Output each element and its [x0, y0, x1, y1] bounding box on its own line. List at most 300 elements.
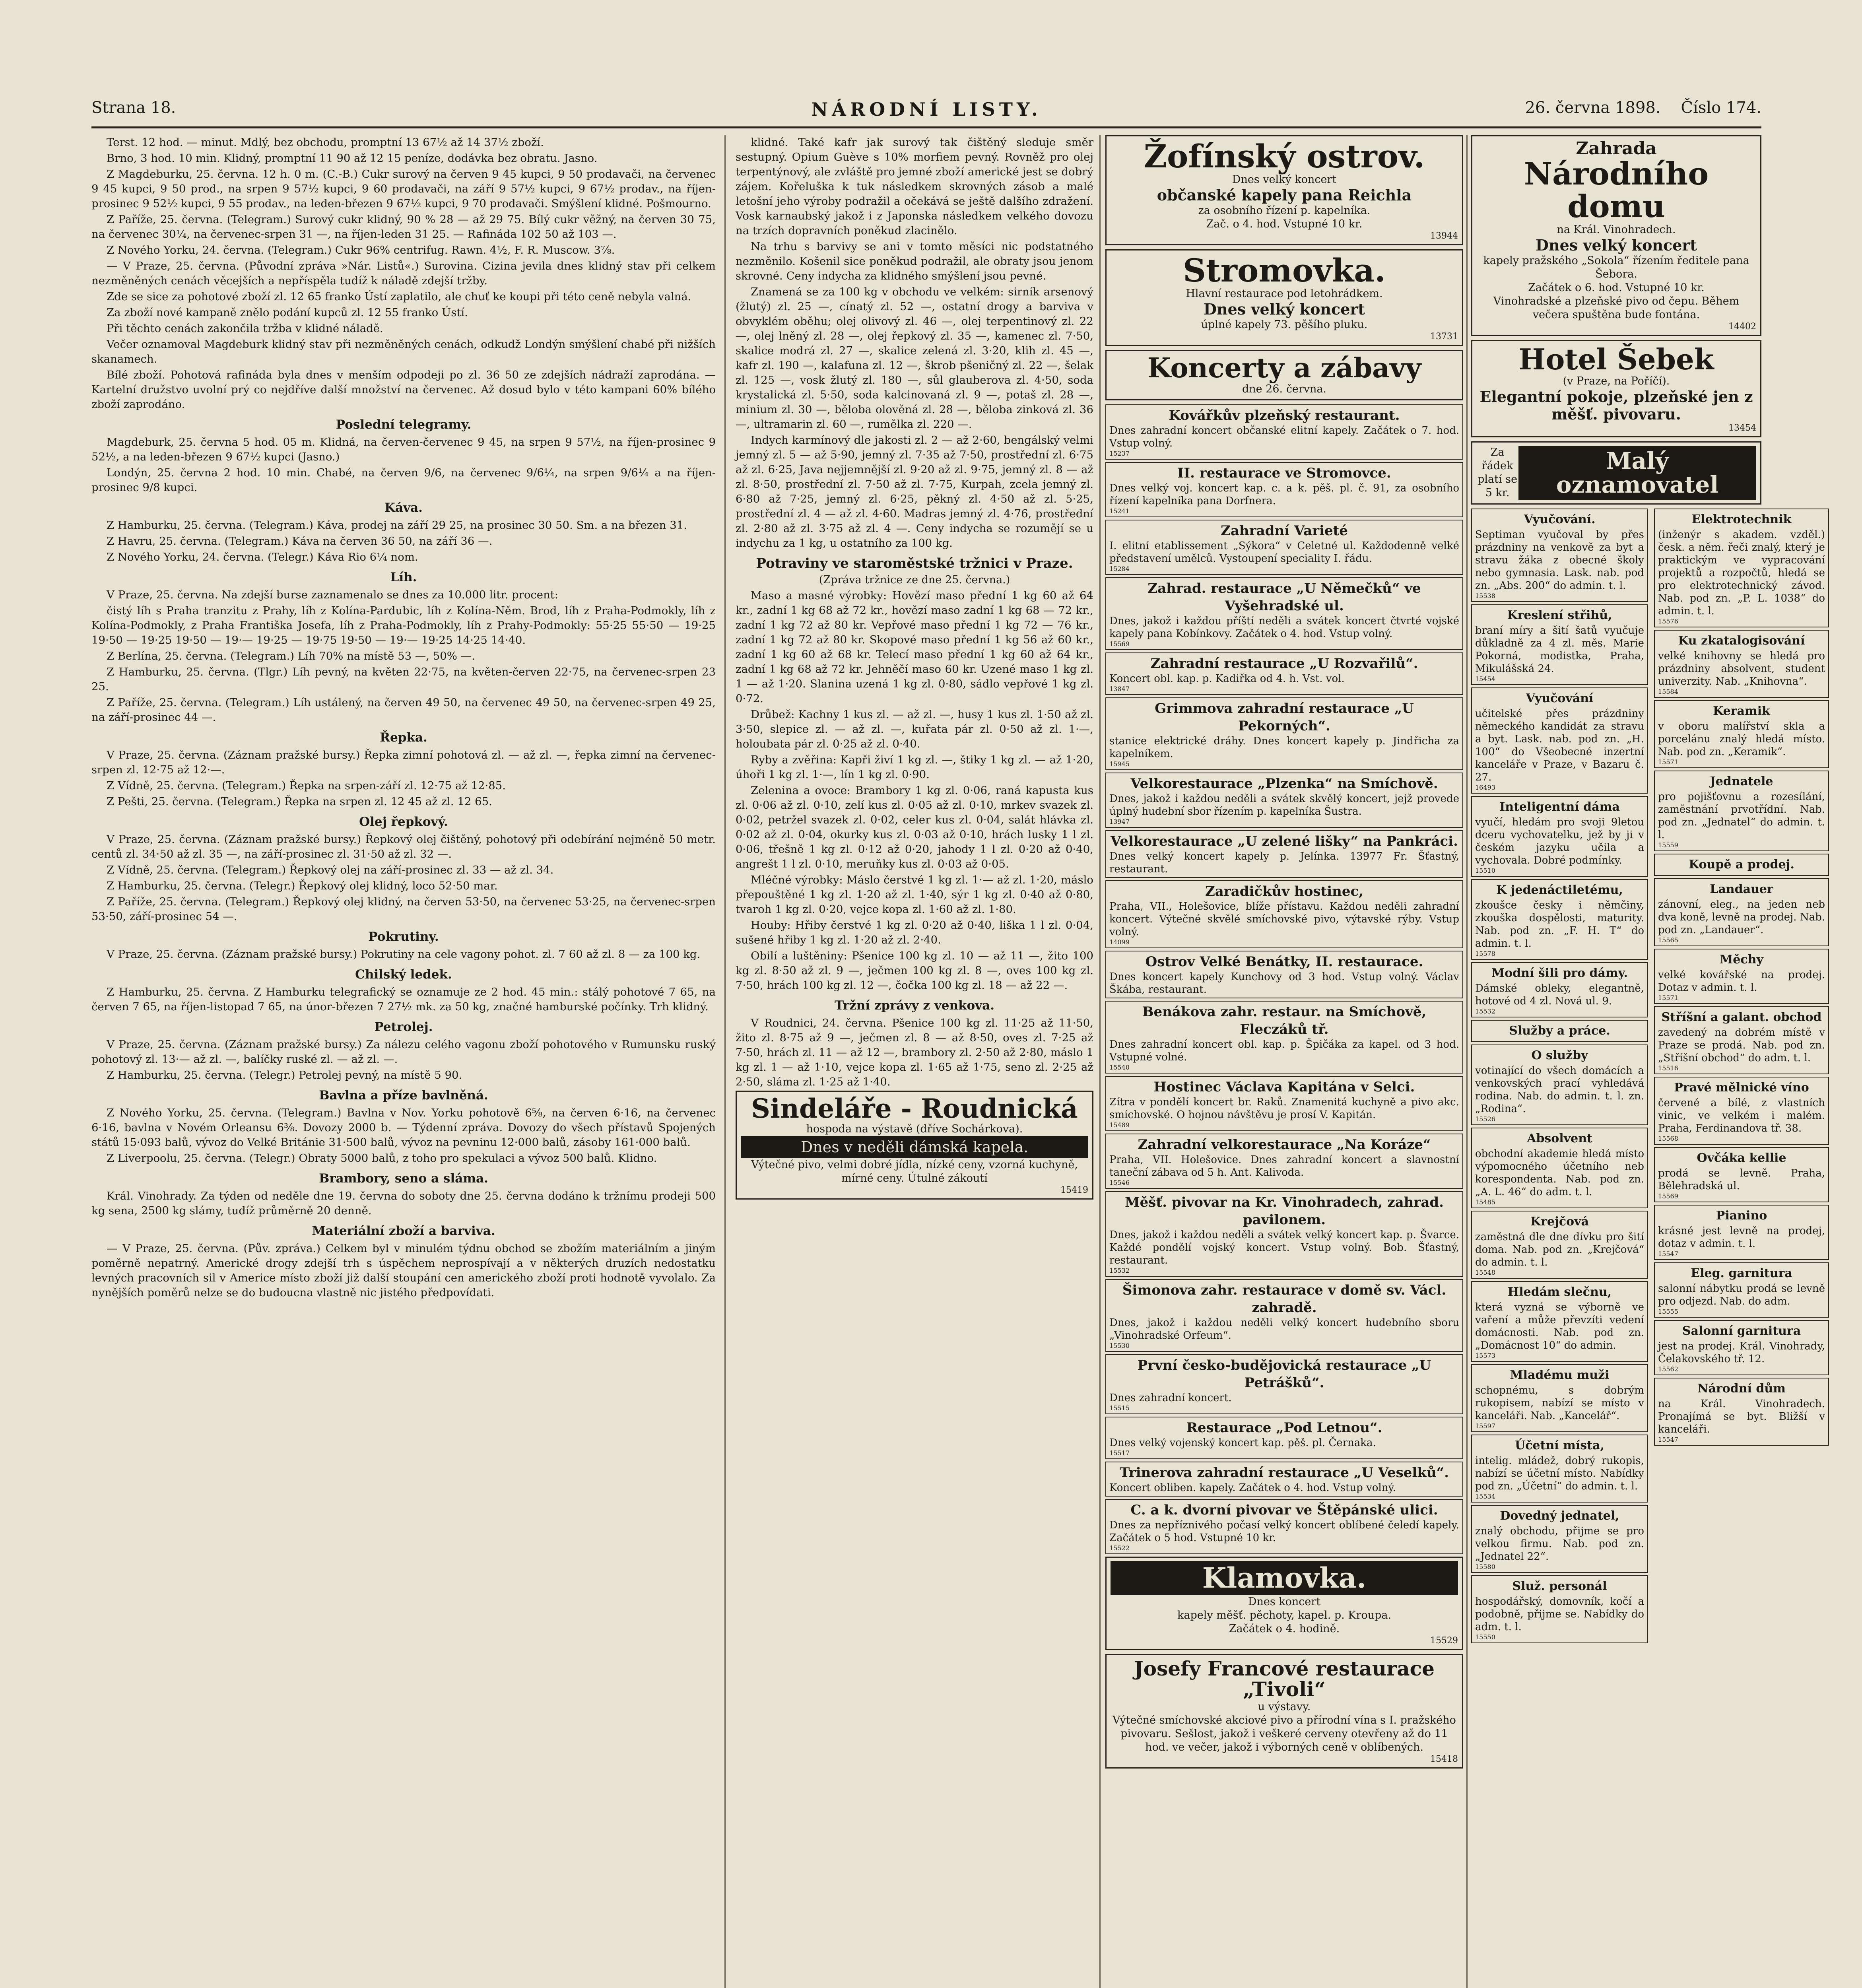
concert-listing: [1105, 830, 1463, 878]
ad-line: hospoda na výstavě (dříve Sochárkova).: [806, 1123, 1023, 1136]
item-body: pro pojišťovnu a rozesílání, zaměstnání prvotřídní. Nab. pod zn. „Jednatel“ do admin. t. l.: [1658, 791, 1825, 841]
listing-body: Praha, VII., Holešovice, blíže přístavu. Každou neděli zahradní koncert. Výtečné skvělé smíchovské pivo, výtavské rýby. Vstup volný.: [1109, 901, 1459, 938]
item-number: 15538: [1475, 592, 1495, 600]
item-body: votinající do všech domácích a venkovských prací vyhledává rodina. Nab. do admin. t. l. zn. „Rodina“.: [1475, 1065, 1644, 1115]
listing-title: Hostinec Václava Kapitána v Selci.: [1153, 1079, 1415, 1095]
concerts-column: [1105, 135, 1463, 1988]
report-paragraph: Z Paříže, 25. června. (Telegram.) Řepkový olej klidný, na červen 53·50, na červenec 53·25, na červenec-srpen 53·50, září-prosinec 54 —.: [91, 895, 716, 923]
listing-number: 15540: [1109, 1064, 1130, 1072]
report-paragraph: Z Hamburku, 25. června. (Telegr.) Řepkový olej klidný, loco 52·50 mar.: [107, 879, 498, 892]
listing-number: 15517: [1109, 1449, 1130, 1457]
ad-line: Dnes velký koncert: [1536, 236, 1697, 254]
classified-item: [1471, 1505, 1648, 1573]
listing-title: Grimmova zahradní restaurace „U Pekorných“.: [1155, 701, 1414, 734]
listing-body: Dnes, jakož i každou příští neděli a svátek koncert čtvrté vojské kapely pana Kobínkovy. Začátek o 4. hod. Vstup volný.: [1109, 615, 1459, 640]
ad-title: Sindeláře - Roudnická: [751, 1093, 1078, 1124]
item-title: Jednatele: [1710, 775, 1773, 789]
item-body: hospodářský, domovník, kočí a podobně, přijme se. Nabídky do adm. t. l.: [1475, 1596, 1644, 1633]
classified-item: [1471, 796, 1648, 877]
concert-listing: [1105, 880, 1463, 948]
report-paragraph: V Praze, 25. června. (Záznam pražské bursy.) Řepkový olej čištěný, pohotový při odebírání nejméně 50 metr. centů zl. 34·50 až zl. 35 —, na září-prosinec zl. 31·50 až zl. 32 —.: [91, 833, 716, 860]
report-paragraph: Z Vídně, 25. června. (Telegram.) Řepkový olej na září-prosinec zl. 33 — až zl. 34.: [107, 864, 554, 876]
ad-number: 13731: [1430, 332, 1458, 342]
item-number: 15562: [1658, 1365, 1678, 1373]
issue-date: [1525, 99, 1761, 117]
classified-item: [1471, 1044, 1648, 1125]
market-report-column: [91, 135, 716, 1988]
classified-item: [1471, 962, 1648, 1017]
item-title: Stříšní a galant. obchod: [1661, 1010, 1822, 1025]
section-heading: Líh.: [390, 570, 417, 584]
market-paragraph: Mléčné výrobky: Máslo čerstvé 1 kg zl. 1·— až zl. 1·20, máslo přepouštěné 1 kg zl. 1·20 až zl. 1·40, sýr 1 kg zl. 0·40 až 0·80, tvaroh 1 kg zl. 0·20, vejce kopa zl. 1·60 až zl. 1·80.: [736, 874, 1093, 916]
ad-title: Žofínský ostrov.: [1144, 138, 1425, 175]
market-paragraph: Zelenina a ovoce: Brambory 1 kg zl. 0·06, raná kapusta kus zl. 0·06 až zl. 0·10, zelí kus zl. 0·05 až zl. 0·10, mrkev svazek zl. 0·02, petržel svazek zl. 0·02, celer kus zl. 0·04, salát hlávka zl. 0·02 až zl. 0·04, okurky kus zl. 0·03 až 0·10, hrách lusky 1 l zl. 0·06, třešně 1 kg zl. 0·12 až 0·20, jahody 1 l zl. 0·20 až 0·40, angrešt 1 l zl. 0·10, meruňky kus zl. 0·03 až 0·05.: [736, 784, 1093, 870]
listing-body: Dnes velký voj. koncert kap. c. a k. pěš. pl. č. 91, za osobního řízení kapelníka pana Dorfnera.: [1109, 482, 1459, 507]
item-body: znalý obchodu, přijme se pro velkou firmu. Nab. pod zn. „Jednatel 22“.: [1475, 1525, 1644, 1563]
classified-item: [1471, 879, 1648, 960]
report-paragraph: Král. Vinohrady. Za týden od neděle dne 19. června do soboty dne 25. června dodáno k tržnímu prodeji 500 kg sena, 2500 kg slámy, tudíž průměrně 20 denně.: [91, 1190, 716, 1217]
concert-listing: [1105, 697, 1463, 770]
report-paragraph: Znamená se za 100 kg v obchodu ve velkém: sirník arsenový (žlutý) zl. 25 —, cínatý zl. 52 —, ostatní drogy a barviva v obvyklém oběhu; olej olivový zl. 46 —, olej terpentinový zl. 22 —, olej lněný zl. 28 —, olej řepkový zl. 35 —, kamenec zl. 7·50, skalice modrá zl. 27 —, skalice zelená zl. 3·20, klih zl. 45 —, kafr zl. 190 —, kalafuna zl. 12 —, škrob pšeničný zl. 22 —, šelak zl. 125 —, vosk žlutý zl. 180 —, sůl glauberova zl. 4·50, soda krystalická zl. 5·50, soda kalcinovaná zl. 9 —, potaš zl. 28 —, minium zl. 30 —, běloba olověná zl. 28 —, běloba zinková zl. 36 —, ultramarin zl. 60 —, rumělka zl. 220 —.: [736, 285, 1093, 431]
section-heading: Chilský ledek.: [355, 967, 452, 982]
classified-item: [1654, 1006, 1829, 1074]
section-heading: Bavlna a příze bavlněná.: [319, 1088, 488, 1103]
report-paragraph: Magdeburk, 25. června 5 hod. 05 m. Klidná, na červen-červenec 9 45, na srpen 9 57½, na říjen-prosinec 9 52½, a na leden-březen 9 67½ kupci (Jasno.): [91, 436, 716, 463]
ad-number: 15418: [1430, 1754, 1458, 1764]
report-paragraph: V Praze, 25. června. (Záznam pražské bursy.) Za nálezu celého vagonu zboží pohotového v Rumunsku ruský pohotový zl. 13·— až zl. —, balíčky ruské zl. — až zl. —.: [91, 1038, 716, 1066]
listing-number: 15515: [1109, 1404, 1130, 1412]
report-paragraph: Z Berlína, 25. června. (Telegram.) Líh 70% na místě 53 —, 50% —.: [107, 650, 475, 662]
item-number: 15532: [1475, 1008, 1495, 1015]
column-rule: [1099, 135, 1101, 1988]
classified-item: [1471, 604, 1648, 685]
listing-body: Dnes velký koncert kapely p. Jelínka. 13977 Fr. Šťastný, restaurant.: [1109, 850, 1459, 876]
listing-number: 15945: [1109, 760, 1130, 768]
item-number: 15510: [1475, 867, 1495, 875]
item-body: zánovní, eleg., na jeden neb dva koně, levně na prodej. Nab. pod zn. „Landauer“.: [1658, 899, 1825, 936]
price-line: platí se: [1478, 473, 1518, 486]
listing-title: Velkorestaurace „U zelené lišky“ na Pankráci.: [1111, 833, 1458, 850]
listing-title: První česko-budějovická restaurace „U Petrášků“.: [1137, 1357, 1431, 1391]
listing-body: Dnes zahradní koncert občanské elitní kapely. Začátek o 7. hod. Vstup volný.: [1109, 425, 1459, 450]
page-header: [91, 99, 1761, 128]
item-title: Hledám slečnu,: [1507, 1285, 1612, 1299]
ad-number: 13944: [1430, 231, 1458, 241]
listing-title: Zaradičkův hostinec,: [1205, 883, 1364, 900]
date-text: 26. června 1898.: [1525, 99, 1661, 117]
item-number: 16493: [1475, 784, 1495, 792]
classified-item: [1654, 1205, 1829, 1260]
ad-title: Klamovka.: [1111, 1561, 1458, 1595]
ad-line: Elegantní pokoje, plzeňské jen z měšť. pivovaru.: [1480, 387, 1753, 423]
report-paragraph: čistý líh s Praha tranzitu z Prahy, líh z Kolína-Pardubic, líh z Kolína-Něm. Brod, líh z Praha-Podmokly, líh z Kolína-Podmokly, z Praha Františka Josefa, líh z Praha-Podmokly, líh z Prahy-Podmokly: 55·25 55·50 — 19·25 19·50 — 19·25 19·50 — 19·— 19·25 — 19·75 19·50 — 19·— 19·25 14·25 14·40.: [91, 604, 716, 646]
ad-line: kapely měšť. pěchoty, kapel. p. Kroupa.: [1177, 1609, 1391, 1621]
report-paragraph: Zde se sice za pohotové zboží zl. 12 65 franko Ústí zaplatilo, ale chuť ke koupi při této ceně nebyla valná.: [107, 290, 691, 303]
item-title: Měchy: [1720, 953, 1763, 967]
column-rule: [724, 135, 726, 1988]
item-number: 15597: [1475, 1422, 1495, 1430]
listing-number: 15522: [1109, 1544, 1130, 1552]
item-number: 15580: [1475, 1563, 1495, 1571]
item-body: prodá se levně. Praha, Bělehradská ul.: [1658, 1167, 1825, 1192]
item-body: Septiman vyučoval by přes prázdniny na venkově za byt a stravu žáka z obecné školy nebo gymnasia. Lask. nab. pod zn. „Abs. 200“ do admin. t. l.: [1475, 529, 1644, 592]
listing-number: 15237: [1109, 450, 1130, 458]
listing-body: I. elitní etablissement „Sýkora“ v Celetné ul. Každodenně velké představení umělců. Vystoupení speciality I. řádu.: [1109, 540, 1459, 565]
issue-number: Číslo 174.: [1681, 99, 1761, 117]
ad-line: Hlavní restaurace pod letohrádkem.: [1186, 287, 1383, 300]
ad-line: Dnes velký koncert: [1232, 173, 1337, 186]
ad-line: kapely pražského „Sokola“ řízením ředitele pana Šebora.: [1483, 254, 1749, 280]
report-paragraph: Večer oznamoval Magdeburk klidný stav při nezměněných cenách, odkudž Londýn smýšlení chabé při nižších skanamech.: [91, 338, 716, 365]
ad-line: Dnes koncert: [1248, 1595, 1321, 1608]
market-paragraph: Maso a masné výrobky: Hovězí maso přední 1 kg 60 až 64 kr., zadní 1 kg 68 až 72 kr., hovězí maso zadní 1 kg 68 — 72 kr., zadní 1 kg 72 až 80 kr. Vepřové maso přední 1 kg 72 — 76 kr., zadní 1 kg 72 až 80 kr. Skopové maso přední 1 kg 56 až 60 kr., zadní 1 kg 60 až 68 kr. Telecí maso přední 1 kg 60 až 64 kr., zadní 1 kg 68 až 72 kr. Jehněčí maso 60 kr. Uzené maso 1 kg zl. 1 — až 1·20. Slanina uzená 1 kg zl. 0·80, sádlo vepřové 1 kg zl. 0·72.: [736, 589, 1093, 705]
listing-body: stanice elektrické dráhy. Dnes koncert kapely p. Jindřicha za kapelníkem.: [1109, 735, 1459, 760]
section-heading: Káva.: [384, 501, 423, 515]
item-title: Modní šili pro dámy.: [1491, 966, 1628, 980]
report-paragraph: Z Pešti, 25. června. (Telegram.) Řepka na srpen zl. 12 45 až zl. 12 65.: [107, 795, 492, 808]
item-body: učitelské přes prázdniny německého kandidát za stravu a byt. Lask. nab. pod zn. „H. 100“ do Všeobecné inzertní kanceláře v Praze, v Bazaru č. 27.: [1475, 708, 1644, 784]
listing-title: Zahradní restaurace „U Rozvařilů“.: [1150, 656, 1418, 672]
price-line: Za řádek: [1481, 446, 1513, 472]
concert-listing: [1105, 577, 1463, 650]
item-title: K jedenáctiletému,: [1496, 883, 1623, 897]
item-body: obchodní akademie hledá místo výpomocného účetního neb korespondenta. Nab. pod zn. „A. L. 46“ do adm. t. l.: [1475, 1148, 1644, 1198]
ad-line: za osobního řízení p. kapelníka.: [1198, 204, 1371, 217]
report-paragraph: V Praze, 25. června. Na zdejší burse zaznamenalo se dnes za 10.000 litr. procent:: [107, 588, 559, 601]
listing-body: Dnes velký vojenský koncert kap. pěš. pl. Černaka.: [1109, 1437, 1376, 1449]
grain-title: Tržní zprávy z venkova.: [834, 998, 995, 1013]
grain-paragraph: V Roudnici, 24. června. Pšenice 100 kg zl. 11·25 až 11·50, žito zl. 8·75 až 9 —, ječmen zl. 8 — až 8·50, oves zl. 7·25 až 7·50, hrách zl. 11 — až 12 —, brambory zl. 2·50 až 2·80, máslo 1 kg zl. 1 — až 1·10, vejce kopa zl. 1·65 až 1·75, seno zl. 2·25 až 2·50, sláma zl. 1·25 až 1·40.: [736, 1017, 1093, 1088]
item-number: 15454: [1475, 675, 1495, 683]
item-number: 15547: [1658, 1250, 1678, 1258]
ad-line: úplné kapely 73. pěšího pluku.: [1201, 318, 1368, 331]
classified-item: [1471, 1020, 1648, 1042]
concert-listing: [1105, 1191, 1463, 1277]
item-body: schopnému, s dobrým rukopisem, nabízí se místo v kanceláři. Nab. „Kancelář“.: [1475, 1384, 1644, 1422]
concert-ad: [1105, 135, 1463, 245]
price-note: [1476, 446, 1518, 500]
concert-listing: [1105, 951, 1463, 998]
market-paragraph: Obilí a luštěniny: Pšenice 100 kg zl. 10 — až 11 —, žito 100 kg zl. 8·50 až zl. 9 —, ječmen 100 kg zl. 8 —, oves 100 kg zl. 7·50, hrách 100 kg zl. 12 —, čočka 100 kg zl. 18 — až 22 —.: [736, 949, 1093, 992]
market-paragraph: Drůbež: Kachny 1 kus zl. — až zl. —, husy 1 kus zl. 1·50 až zl. 3·50, slepice zl. — až zl. —, kuřata pár zl. 0·50 až zl. 1·—, holoubata pár zl. 0·25 až zl. 0·40.: [736, 708, 1093, 750]
section-heading: Brambory, seno a sláma.: [319, 1171, 488, 1186]
report-paragraph: V Praze, 25. června. (Záznam pražské bursy.) Pokrutiny na cele vagony pohot. zl. 7 60 až zl. 8 — za 100 kg.: [107, 948, 701, 961]
price-line: 5 kr.: [1485, 487, 1510, 499]
listing-title: Trinerova zahradní restaurace „U Veselků“.: [1119, 1465, 1449, 1481]
section-heading: Petrolej.: [374, 1020, 433, 1034]
item-body: velké kovářské na prodej. Dotaz v admin. t. l.: [1658, 969, 1825, 994]
listing-body: Koncert obliben. kapely. Začátek o 4. hod. Vstup volný.: [1109, 1482, 1396, 1494]
concert-ad: [1105, 350, 1463, 400]
concert-ad: [1105, 249, 1463, 346]
classified-item: [1471, 1211, 1648, 1279]
small-advertiser-banner: [1471, 441, 1761, 505]
item-number: 15565: [1658, 936, 1678, 944]
item-title: Pianino: [1716, 1209, 1767, 1223]
listing-number: 15532: [1109, 1267, 1130, 1275]
item-number: 15568: [1658, 1135, 1678, 1143]
report-paragraph: Z Liverpoolu, 25. června. (Telegr.) Obraty 5000 balů, z toho pro spekulaci a vývoz 500 balů. Klidno.: [107, 1152, 657, 1165]
listing-body: Koncert obl. kap. p. Kadiřka od 4. h. Vst. vol.: [1109, 673, 1345, 685]
section-title: Malý oznamovatel: [1518, 446, 1756, 501]
concert-listing: [1105, 404, 1463, 460]
concert-listing: [1105, 652, 1463, 695]
ad-line: Dnes velký koncert: [1204, 300, 1365, 318]
listing-body: Dnes zahradní koncert.: [1109, 1392, 1232, 1404]
item-body: v oboru malířství skla a porcelánu znalý hledá místo. Nab. pod zn. „Keramik“.: [1658, 720, 1825, 758]
item-title: Národní dům: [1697, 1382, 1786, 1396]
item-number: 15569: [1658, 1192, 1678, 1200]
ad-line: Výtečné pivo, velmi dobré jídla, nízké ceny, vzorná kuchyně, mírné ceny. Útulné zákoutí: [751, 1159, 1078, 1185]
report-paragraph: Z Hamburku, 25. června. (Telegram.) Káva, prodej na září 29 25, na prosinec 30 50. Sm. a na březen 31.: [107, 519, 687, 532]
report-paragraph: Z Nového Yorku, 25. června. (Telegram.) Bavlna v Nov. Yorku pohotově 6⅝, na červen 6·16, na červenec 6·16, bavlna v Novém Orleansu 6⅜. Dovozy 2000 b. — Týdenní zpráva. Dovozy do všech přístavů Spojených států 15·093 balů, vývoz do Velké Británie 31·500 balů, vývoz na pevninu 12·000 balů, zásoby 161·000 balů.: [91, 1107, 716, 1149]
item-title: Kreslení střihů,: [1507, 608, 1612, 623]
listing-title: Zahrad. restaurace „U Němečků“ ve Vyšehradské ul.: [1147, 580, 1421, 614]
item-body: zavedený na dobrém místě v Praze se prodá. Nab. pod zn. „Stříšní obchod“ do adm. t. l.: [1658, 1027, 1825, 1064]
section-heading: Pokrutiny.: [368, 930, 439, 944]
classifieds-left: [1471, 509, 1648, 1646]
ad-line: Zač. o 4. hod. Vstupné 10 kr.: [1206, 218, 1363, 230]
concert-listing: [1105, 1279, 1463, 1352]
report-paragraph: Indych karmínový dle jakosti zl. 2 — až 2·60, bengálský velmi jemný zl. 5 — až 5·90, jemný zl. 7·35 až 7·50, prostřední zl. 6·75 až zl. 6·25, Java nejjemnější zl. 9·20 až zl. 9·75, jemný zl. 8 — až zl. 8·50, prostřední zl. 7·50 až zl. 7·75, Kurpah, zcela jemný zl. 6·80 až 7·25, jemný zl. 6·25, pěkný zl. 4·50 až zl. 5·25, prostřední zl. 4 — až zl. 4·60. Madras jemný zl. 4·76, prostřední zl. 2·80 až zl. 3·75 až zl. 4 —. Ceny indycha se rozumějí se u indychu za 1 kg, u ostatního za 100 kg.: [736, 434, 1093, 549]
ad-title-2: Národního domu: [1524, 156, 1709, 225]
item-title: Pravé mělnické víno: [1674, 1081, 1809, 1095]
item-title: Keramik: [1713, 704, 1770, 718]
ad-number: 15419: [1060, 1185, 1088, 1196]
listing-number: 13847: [1109, 685, 1130, 693]
classified-item: [1654, 1378, 1829, 1446]
concert-listing: [1105, 462, 1463, 517]
report-paragraph: Z Paříže, 25. června. (Telegram.) Líh ustálený, na červen 49 50, na červenec 49 50, na červenec-srpen 49 25, na září-prosinec 44 —.: [91, 696, 716, 724]
classified-item: [1654, 949, 1829, 1004]
ad-line: Vinohradské a plzeňské pivo od čepu. Během večera spuštěna bude fontána.: [1493, 295, 1740, 321]
item-number: 15550: [1475, 1633, 1495, 1641]
listing-title: Zahradní velkorestaurace „Na Koráze“: [1138, 1137, 1431, 1153]
masthead-title: NÁRODNÍ LISTY.: [811, 99, 1042, 120]
item-title: Účetní místa,: [1515, 1439, 1604, 1453]
ad-number: 14402: [1728, 321, 1756, 332]
item-number: 15485: [1475, 1198, 1495, 1206]
item-title: Salonní garnitura: [1682, 1324, 1801, 1338]
item-title: Eleg. garnitura: [1691, 1266, 1792, 1281]
listing-number: 15569: [1109, 640, 1130, 648]
item-body: salonní nábytku prodá se levně pro odjezd. Nab. do adm.: [1658, 1283, 1825, 1308]
concert-ad: [1105, 1557, 1463, 1650]
venue-ad: [1471, 135, 1761, 336]
item-title: Mladému muži: [1510, 1368, 1610, 1382]
item-body: červené a bílé, z vlastních vinic, ve velkém i malém. Praha, Ferdinandova tř. 38.: [1658, 1097, 1825, 1135]
item-number: 15547: [1658, 1436, 1678, 1444]
market-subtitle: (Zpráva tržnice ze dne 25. června.): [819, 574, 1010, 586]
classified-item: [1654, 878, 1829, 946]
listing-body: Zítra v pondělí koncert br. Raků. Znamenitá kuchyně a pivo akc. smíchovské. O hojnou návštěvu je prosí V. Kapitán.: [1109, 1096, 1459, 1121]
classified-item: [1654, 700, 1829, 768]
ad-title: Hotel Šebek: [1518, 342, 1714, 376]
listing-body: Praha, VII. Holešovice. Dnes zahradní koncert a slavnostní taneční zábava od 5 h. Ant. Kalivoda.: [1109, 1154, 1459, 1179]
ad-line: na Král. Vinohradech.: [1557, 223, 1676, 236]
report-paragraph: Z Vídně, 25. června. (Telegram.) Řepka na srpen-září zl. 12·75 až 12·85.: [107, 779, 506, 792]
ad-line: (v Praze, na Poříčí).: [1563, 375, 1670, 387]
ad-number: 15529: [1430, 1635, 1458, 1646]
report-paragraph: Z Hamburku, 25. června. Z Hamburku telegrafický se oznamuje ze 2 hod. 45 min.: stálý pohotové 7 65, na červen 7 65, na říjen-listopad 7 65, na únor-březen 7 27½ mk. za 50 kg, značné hamburské počínky. Trh klidný.: [91, 986, 716, 1013]
sindelare-ad: [736, 1091, 1093, 1200]
item-number: 15573: [1475, 1352, 1495, 1360]
listing-number: 15241: [1109, 507, 1130, 515]
report-paragraph: Z Magdeburku, 25. června. 12 h. 0 m. (C.-B.) Cukr surový na červen 9 45 kupci, 9 50 prodavači, na červenec 9 45 kupci, 9 50 prod., na srpen 9 57½ kupci, 9 60 prodavači, na září 9 57½ kupci, 9 67½ prodav., na říjen-prosinec 9 52½ kupci, 9 55 prodav., na leden-březen 9 67½ kupci, 9 70 prodavači. Smýšlení klidné. Pošmourno.: [91, 168, 716, 210]
classifieds-grid: [1471, 509, 1825, 1988]
report-paragraph: Z Hamburku, 25. června. (Telegr.) Petrolej pevný, na místě 5 90.: [107, 1069, 462, 1081]
report-paragraph: Bílé zboží. Pohotová rafináda byla dnes v menším odpodeji po zl. 36 50 ze zdejších nádraží zaprodána. — Kartelní družstvo uvolní prý co nejdříve další množství na červenec. Až dosud bylo v této kampani 60% bílého zboží zaprodáno.: [91, 369, 716, 411]
item-title: Inteligentní dáma: [1499, 800, 1620, 814]
item-title: Ovčáka kellie: [1697, 1151, 1786, 1165]
listing-title: Restaurace „Pod Letnou“.: [1186, 1420, 1382, 1436]
classified-item: [1471, 687, 1648, 794]
ad-line: Výtečné smíchovské akciové pivo a přírodní vína s I. pražského pivovaru. Sešlost, jakož i veškeré cerveny otevřeny až do 11 hod. ve večer, jakož i výborných ceně v oblíbených.: [1113, 1714, 1456, 1753]
report-paragraph: Brno, 3 hod. 10 min. Klidný, promptní 11 90 až 12 15 peníze, dodávka bez obratu. Jasno.: [107, 152, 598, 165]
listing-title: II. restaurace ve Stromovce.: [1177, 465, 1391, 481]
listing-title: Velkorestaurace „Plzenka“ na Smíchově.: [1130, 776, 1438, 792]
ad-line: občanské kapely pana Reichla: [1157, 186, 1412, 204]
concert-listing: [1105, 1462, 1463, 1497]
item-body: jest na prodej. Král. Vinohrady, Čelakovského tř. 12.: [1658, 1340, 1825, 1365]
classified-item: [1654, 1320, 1829, 1375]
item-body: krásné jest levně na prodej, dotaz v admin. t. l.: [1658, 1225, 1825, 1250]
item-body: vyučí, hledám pro svoji 9letou dceru vychovatelku, jež by ji v českém jazyku učila a vychovala. Dobré podmínky.: [1475, 816, 1644, 867]
classified-item: [1471, 509, 1648, 602]
item-title: O služby: [1531, 1048, 1588, 1063]
item-title: Dovedný jednatel,: [1500, 1509, 1619, 1523]
item-body: Dámské obleky, elegantně, hotové od 4 zl. Nová ul. 9.: [1475, 982, 1644, 1008]
item-body: která vyzná se výborně ve vaření a může převzíti vedení domácnosti. Nab. pod zn. „Domácnost 10“ do admin.: [1475, 1301, 1644, 1352]
report-paragraph: klidné. Také kafr jak surový tak čištěný sleduje směr sestupný. Opium Guève s 10% morfiem pevný. Rovněž pro olej terpentýnový, ale zvláště pro jemné zboží americké jest se dobrý zájem. Kořeluška k tuk následkem skrovných zásob a malé letošní jeho výroby podražil a očekává se ještě dalšího zdražení. Vosk karnaubský jakož i z Japonska následkem velkého dovozu na trzích dopravních poněkud zlacinělo.: [736, 136, 1093, 237]
report-paragraph: Z Nového Yorku, 24. června. (Telegram.) Cukr 96% centrifug. Rawn. 4½, F. R. Muscow. 3⅞.: [107, 244, 615, 256]
item-title: Krejčová: [1530, 1215, 1589, 1229]
classifieds-right: [1654, 509, 1829, 1448]
listing-body: Dnes za nepříznivého počasí velký koncert oblíbené čeledí kapely. Začátek o 5 hod. Vstupné 10 kr.: [1109, 1519, 1459, 1544]
item-number: 15571: [1658, 758, 1678, 766]
concert-listing: [1105, 1134, 1463, 1189]
classified-item: [1654, 509, 1829, 627]
classified-item: [1654, 1147, 1829, 1202]
item-number: 15576: [1658, 617, 1678, 625]
listing-body: Dnes, jakož i každou neděli a svátek skvělý koncert, jejž provede úplný hudební sbor řízením p. kapelníka Šustra.: [1109, 793, 1459, 818]
listing-number: 14099: [1109, 938, 1130, 946]
classified-item: [1654, 630, 1829, 698]
item-number: 15548: [1475, 1269, 1495, 1277]
item-body: intelig. mládež, dobrý rukopis, nabízí se účetní místo. Nabídky pod zn. „Účetní“ do admin. t. l.: [1475, 1455, 1644, 1493]
report-paragraph: Terst. 12 hod. — minut. Mdlý, bez obchodu, promptní 13 67½ až 14 37½ zboží.: [107, 136, 544, 149]
concert-listing: [1105, 520, 1463, 575]
listing-title: Zahradní Varieté: [1221, 523, 1348, 539]
concert-listing: [1105, 773, 1463, 828]
item-title: Služ. personál: [1512, 1579, 1607, 1594]
classified-item: [1471, 1435, 1648, 1503]
item-number: 15526: [1475, 1115, 1495, 1123]
report-paragraph: Z Havru, 25. června. (Telegram.) Káva na červen 36 50, na září 36 —.: [107, 535, 493, 547]
ad-line: u výstavy.: [1258, 1700, 1311, 1713]
listing-number: 13947: [1109, 818, 1130, 826]
item-title: Vyučování: [1526, 691, 1594, 706]
report-paragraph: Při těchto cenách zakončila tržba v klidné náladě.: [107, 322, 383, 335]
page-number: Strana 18.: [91, 99, 176, 117]
listing-body: Dnes, jakož i každou neděli velký koncert hudebního sboru „Vinohradské Orfeum“.: [1109, 1317, 1459, 1342]
market-paragraph: Houby: Hřiby čerstvé 1 kg zl. 0·20 až 0·40, liška 1 l zl. 0·04, sušené hřiby 1 kg zl. 1·20 až zl. 2·40.: [736, 919, 1093, 946]
ad-title: Josefy Francové restaurace „Tivoli“: [1134, 1656, 1435, 1701]
classifieds-column: [1471, 135, 1825, 1988]
listing-title: Kovářkův plzeňský restaurant.: [1169, 408, 1400, 424]
classified-item: [1471, 1575, 1648, 1643]
listing-body: Dnes, jakož i každou neděli a svátek velký koncert kap. p. Švarce. Každé pondělí vojský koncert. Vstup volný. Bob. Šťastný, restaurant.: [1109, 1229, 1459, 1267]
item-title: Vyučování.: [1524, 513, 1596, 527]
report-paragraph: V Praze, 25. června. (Záznam pražské bursy.) Řepka zimní pohotová zl. — až zl. —, řepka zimní na červenec-srpen zl. 12·75 až 12·—.: [91, 749, 716, 776]
item-body: zkoušce česky i němčiny, zkouška dospělosti, maturity. Nab. pod zn. „F. H. T“ do admin. t. l.: [1475, 899, 1644, 950]
item-title: Služby a práce.: [1509, 1024, 1610, 1038]
venue-ad: [1471, 340, 1761, 437]
item-number: 15584: [1658, 688, 1678, 696]
ad-line: Začátek o 4. hodině.: [1229, 1622, 1340, 1635]
listing-body: Dnes zahradní koncert obl. kap. p. Špičáka za kapel. od 3 hod. Vstupné volné.: [1109, 1039, 1459, 1064]
section-heading: Materiální zboží a barviva.: [312, 1224, 495, 1238]
report-paragraph: — V Praze, 25. června. (Původní zpráva »Nár. Listů«.) Surovina. Cizina jevila dnes klidný stav při celkem nezměněných cenách věcejších a nepříspěla tudíž k náladě zdejší tržby.: [91, 260, 716, 287]
classified-item: [1654, 854, 1829, 876]
listing-number: 15489: [1109, 1121, 1130, 1129]
classified-item: [1654, 1262, 1829, 1318]
item-body: zaměstná dle dne dívku pro šití doma. Nab. pod zn. „Krejčová“ do admin. t. l.: [1475, 1231, 1644, 1269]
concert-listing: [1105, 1076, 1463, 1131]
column-rule: [1466, 135, 1468, 1988]
item-body: na Král. Vinohradech. Pronajímá se byt. Bližší v kanceláři.: [1658, 1398, 1825, 1436]
ad-line: Začátek o 6. hod. Vstupné 10 kr.: [1528, 281, 1705, 294]
ad-title: Stromovka.: [1183, 252, 1386, 289]
report-paragraph: Z Paříže, 25. června. (Telegram.) Surový cukr klidný, 90 % 28 — až 29 75. Bílý cukr věžný, na červen 30 75, na červenec 30¼, na červenec-srpen 31 —, na říjen-leden 31 25. — Rafináda 102 50 až 103 —.: [91, 213, 716, 241]
classified-item: [1471, 1281, 1648, 1362]
item-title: Koupě a prodej.: [1689, 858, 1794, 872]
classified-item: [1654, 1077, 1829, 1145]
market-title: Potraviny ve staroměstské tržnici v Praze.: [756, 555, 1073, 571]
listing-title: C. a k. dvorní pivovar ve Štěpánské ulici.: [1130, 1502, 1438, 1518]
ad-line: Dnes v neděli dámská kapela.: [741, 1136, 1088, 1158]
concert-listing: [1105, 1354, 1463, 1414]
item-number: 15578: [1475, 950, 1495, 958]
ad-title: Koncerty a zábavy: [1147, 352, 1421, 384]
market-paragraph: Ryby a zvěřina: Kapři živí 1 kg zl. —, štiky 1 kg zl. — až 1·20, úhoři 1 kg zl. 1·—, lín 1 kg zl. 0·90.: [736, 753, 1093, 781]
report-paragraph: Za zboží nové kampaně znělo podání kupců zl. 12 55 franko Ústí.: [107, 306, 468, 319]
listing-title: Měšť. pivovar na Kr. Vinohradech, zahrad. pavilonem.: [1125, 1194, 1444, 1228]
drugs-market-column: [736, 135, 1093, 1988]
report-paragraph: Londýn, 25. června 2 hod. 10 min. Chabé, na červen 9/6, na červenec 9/6¼, na srpen 9/6¼ a na říjen-prosinec 9/8 kupci.: [91, 466, 716, 494]
listing-number: 15530: [1109, 1342, 1130, 1350]
item-number: 15555: [1658, 1308, 1678, 1316]
ad-number: 13454: [1728, 423, 1756, 433]
concert-listing: [1105, 1001, 1463, 1074]
concert-listing: [1105, 1417, 1463, 1459]
report-paragraph: Z Nového Yorku, 24. června. (Telegr.) Káva Rio 6¼ nom.: [107, 551, 418, 563]
classified-item: [1471, 1364, 1648, 1432]
item-number: 15534: [1475, 1493, 1495, 1501]
item-title: Landauer: [1710, 882, 1773, 897]
listing-title: Ostrov Velké Benátky, II. restaurace.: [1145, 954, 1423, 970]
item-number: 15559: [1658, 841, 1678, 849]
report-paragraph: Z Hamburku, 25. června. (Tlgr.) Líh pevný, na květen 22·75, na květen-červen 22·75, na červenec-srpen 23 25.: [91, 666, 716, 693]
section-heading: Olej řepkový.: [359, 815, 448, 829]
classified-item: [1471, 1128, 1648, 1208]
item-number: 15516: [1658, 1064, 1678, 1072]
ad-line: dne 26. června.: [1242, 383, 1327, 396]
classified-item: [1654, 771, 1829, 851]
listing-body: Dnes koncert kapely Kunchovy od 3 hod. Vstup volný. Václav Škába, restaurant.: [1109, 971, 1459, 996]
item-body: braní míry a šití šatů vyučuje důkladně za 4 zl. měs. Marie Pokorná, modistka, Praha, Mikulášská 24.: [1475, 625, 1644, 675]
concert-listing: [1105, 1499, 1463, 1554]
